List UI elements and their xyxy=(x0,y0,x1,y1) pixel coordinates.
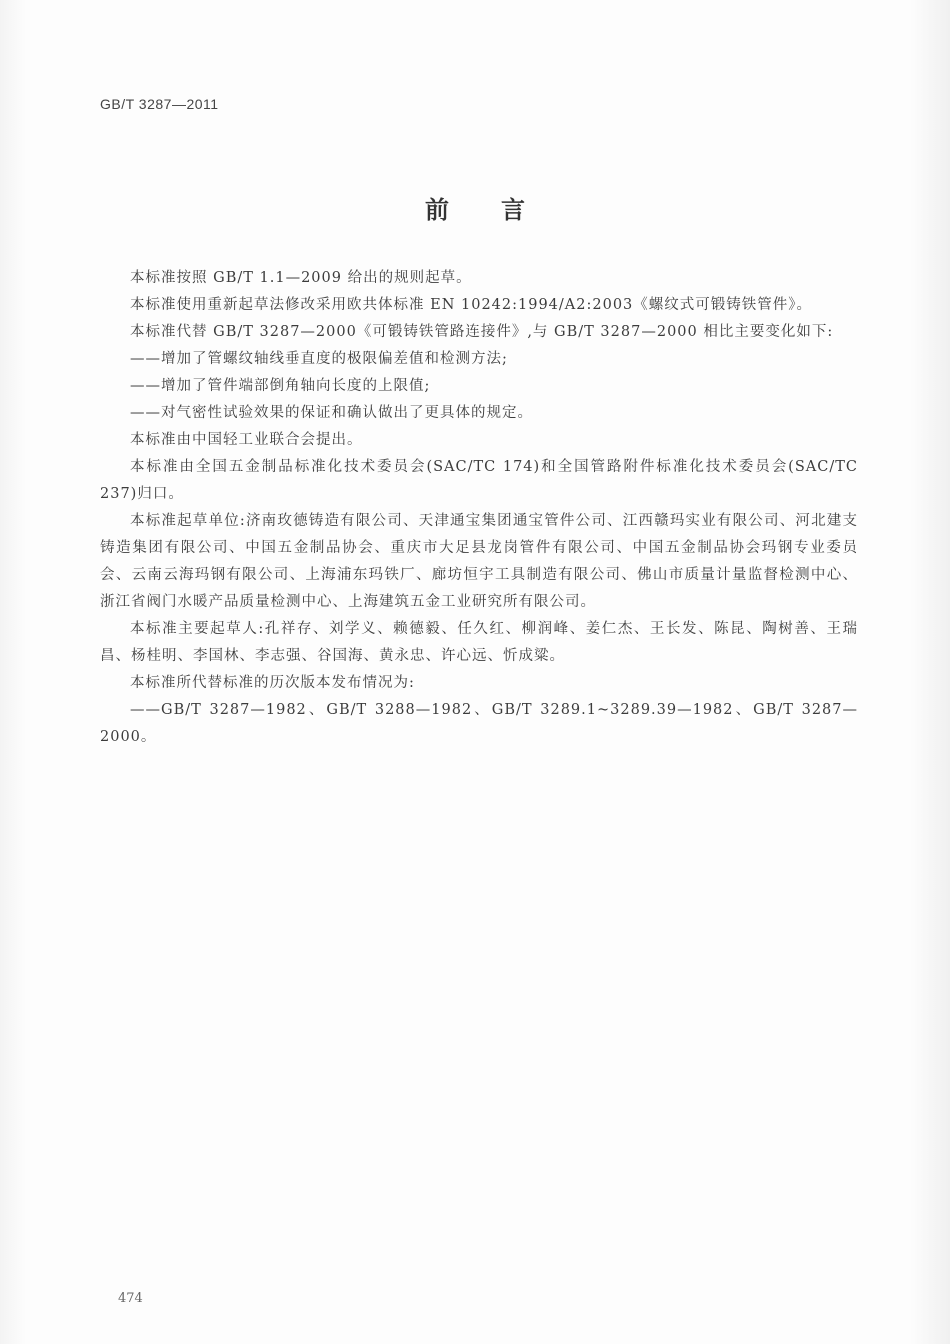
history-item: ——GB/T 3287—1982、GB/T 3288—1982、GB/T 3289.1~3289.39—1982、GB/T 3287—2000。 xyxy=(100,702,858,745)
paragraph-replacement: 本标准代替 GB/T 3287—2000《可锻铸铁管路连接件》,与 GB/T 3287—2000 相比主要变化如下: xyxy=(130,324,834,340)
change-item-1: ——增加了管螺纹轴线垂直度的极限偏差值和检测方法; xyxy=(130,351,508,367)
change-item-2: ——增加了管件端部倒角轴向长度的上限值; xyxy=(130,378,431,394)
paragraph-proposer: 本标准由中国轻工业联合会提出。 xyxy=(130,432,363,448)
paragraph-drafters: 本标准主要起草人:孔祥存、刘学义、赖德毅、任久红、柳润峰、姜仁杰、王长发、陈昆、陶树善、王瑞昌、杨桂明、李国林、李志强、谷国海、黄永忠、许心远、忻成粱。 xyxy=(100,621,858,664)
paragraph-history-intro: 本标准所代替标准的历次版本发布情况为: xyxy=(130,675,415,691)
document-body xyxy=(100,265,858,751)
paragraph-drafting-rules: 本标准按照 GB/T 1.1—2009 给出的规则起草。 xyxy=(130,270,472,286)
paragraph-drafting-units: 本标准起草单位:济南玫德铸造有限公司、天津通宝集团通宝管件公司、江西赣玛实业有限公司、河北建支铸造集团有限公司、中国五金制品协会、重庆市大足县龙岗管件有限公司、中国五金制品协会玛钢专业委员会、云南云海玛钢有限公司、上海浦东玛铁厂、廊坊恒宇工具制造有限公司、佛山市质量计量监督检测中心、浙江省阀门水暖产品质量检测中心、上海建筑五金工业研究所有限公司。 xyxy=(100,513,858,610)
paragraph-committee: 本标准由全国五金制品标准化技术委员会(SAC/TC 174)和全国管路附件标准化技术委员会(SAC/TC 237)归口。 xyxy=(100,459,858,502)
section-title: 前言 xyxy=(425,196,577,224)
standard-code-header: GB/T 3287—2011 xyxy=(100,96,219,112)
paragraph-adoption: 本标准使用重新起草法修改采用欧共体标准 EN 10242:1994/A2:2003《螺纹式可锻铸铁管件》。 xyxy=(130,297,813,313)
change-item-3: ——对气密性试验效果的保证和确认做出了更具体的规定。 xyxy=(130,405,533,421)
page-number: 474 xyxy=(118,1291,143,1306)
